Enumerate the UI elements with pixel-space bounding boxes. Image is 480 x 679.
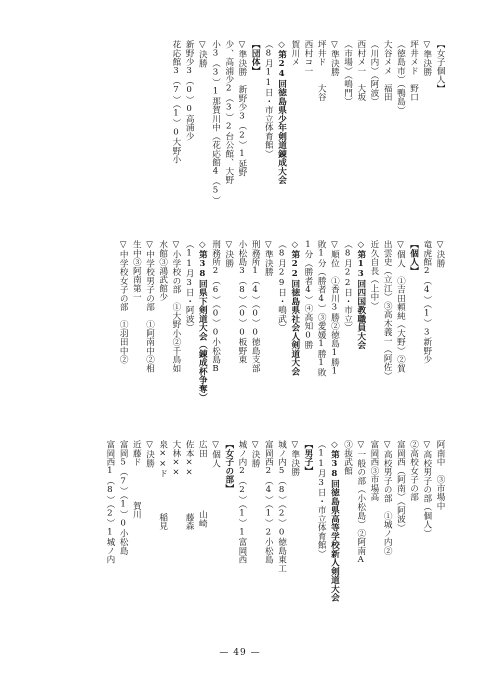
text-line: （11月3日・阿波） <box>184 240 195 332</box>
text-line: 新野少3（0）0高浦少 <box>184 40 195 141</box>
text-line: 広田 山崎 <box>197 440 208 528</box>
text-line: 少、高浦少2（3）2台公館、大野 <box>223 40 234 185</box>
text-line: 富岡5（7）（1）0小松島 <box>118 440 129 556</box>
text-line: 小3（3）1那賀川中（花応館4（5） <box>210 40 221 205</box>
text-line: ▽決勝 <box>435 240 445 268</box>
text-line: ③抜武館 <box>342 440 353 475</box>
text-line: 城ノ内2（2）（1）1富岡西 <box>236 440 247 564</box>
text-line: ▽準決勝 <box>329 40 340 77</box>
text-line: 小松島3（8）（0）0板野東 <box>236 240 247 364</box>
text-line: ▽準決勝 <box>289 440 300 477</box>
text-line: 佐本×× 藤森 <box>184 440 195 531</box>
text-line: 花応館3（7）（1）0大野小 <box>170 40 181 164</box>
section-heading: ◇第38回県下剣道大会（錬成杯争奪） <box>197 240 208 402</box>
text-tier-middle <box>34 240 446 428</box>
vertical-text-body <box>34 40 446 630</box>
text-line: 坪井メド 野口 <box>408 40 419 102</box>
section-heading: ◇第38回徳島県高等学校新人剣道大会 <box>329 440 340 602</box>
section-heading: ◇第22回徳島県社会人剣道大会 <box>289 240 300 376</box>
text-line: 竜虎館2（4）（1）3新野少 <box>421 240 432 364</box>
text-line: （8月29日・鳴武） <box>276 240 287 332</box>
text-line: （8月22日・市立） <box>342 240 353 332</box>
text-line: ▽個人 <box>210 440 221 468</box>
text-line: ②高校女子の部 <box>408 440 419 502</box>
text-line: 水館③鴻武館少 <box>157 240 168 302</box>
text-line: ▽決勝 <box>144 440 155 468</box>
text-tier-bottom <box>34 440 446 628</box>
text-line: 出雲史（立江）③高木義一（阿佐） <box>382 240 393 380</box>
text-line: ▽中学校女子の部 ①羽田中② <box>118 240 129 364</box>
text-line: 近久自長（上中） <box>368 240 379 310</box>
text-line: 阿南中 ③市場中 <box>435 440 445 510</box>
text-line: 泉××ド 稲見 <box>157 440 168 531</box>
text-line: 刑務所2（6）（0）0小松島B <box>210 240 221 374</box>
text-line: 西村コ一 <box>302 40 313 93</box>
section-heading: 【個人】 <box>408 240 419 275</box>
text-line: 城ノ内5（8）（2）0徳島東工 <box>276 440 287 573</box>
text-line: ▽中学校男子の部 ①阿南中②相 <box>144 240 155 373</box>
text-line: ▽決勝 <box>197 40 208 68</box>
text-line: ▽順位 ①香川3勝②徳島1勝1 <box>329 240 340 377</box>
section-heading: ◇第24回徳島県少年剣道錬成大会 <box>276 40 287 185</box>
text-line: 富岡西1（8）（2）1城ノ内 <box>104 440 115 564</box>
text-line: （川内）（阿波） <box>368 40 379 106</box>
page-number: — 49 — <box>219 648 261 658</box>
section-heading: ◇第13回四国教職員大会 <box>355 240 366 350</box>
text-line: 刑務所1（4）（0）0徳島支部 <box>250 240 261 373</box>
text-line: 賀川メ <box>289 40 300 84</box>
text-line: ▽決勝 <box>250 440 261 468</box>
text-line: 大林×× <box>170 440 181 513</box>
text-line: 富岡西③市場高 <box>368 440 379 502</box>
text-line: （11月3日・市立体育館） <box>316 440 327 558</box>
section-heading: 【団体】 <box>250 40 261 75</box>
text-line: 近藤ド 賀川 <box>131 440 142 519</box>
text-line: 【女子個人】 <box>435 40 445 93</box>
section-heading: 【男子】 <box>302 440 313 475</box>
text-line: 敗1分（勝者4）③愛媛1勝1敗 <box>316 240 327 377</box>
text-line: 生中③阿南第一 <box>131 240 142 302</box>
text-line: ▽準決勝 <box>421 40 432 77</box>
text-line: 富岡西2（4）（1）2小松島 <box>263 440 274 564</box>
text-line: 富岡西（阿南）（阿波） <box>395 440 406 532</box>
text-tier-top <box>34 40 446 228</box>
text-line: 坪井ド 大谷 <box>316 40 327 102</box>
text-line: 西村メ一 大坂 <box>355 40 366 102</box>
text-line: ▽決勝 <box>223 240 234 268</box>
text-line: （市場）（鳴門） <box>342 40 353 106</box>
text-line: 1分（勝者4）④高知0勝 <box>302 240 313 350</box>
text-line: 大谷メメ 福田 <box>382 40 393 102</box>
text-line: ▽一般の部（小松島）②阿南A <box>355 440 366 566</box>
text-line: ▽高校男子の部 ①城ノ内② <box>382 440 393 556</box>
text-line: ▽小学校の部 ①大野小②千鳥如 <box>170 240 181 373</box>
text-line: （8月11日・市立体育館） <box>263 40 274 158</box>
text-line: ▽準決勝 <box>263 240 274 277</box>
section-heading: 【女子の部】 <box>223 440 234 493</box>
text-line: ▽準決勝 新野少3（2）1延野 <box>236 40 247 177</box>
text-line: ▽個人 ①吉田頼純（大野）②賀 <box>395 240 406 373</box>
text-line: （徳島市）（鴨島） <box>395 40 406 115</box>
text-line: ▽高校男子の部（個人） <box>421 440 432 538</box>
